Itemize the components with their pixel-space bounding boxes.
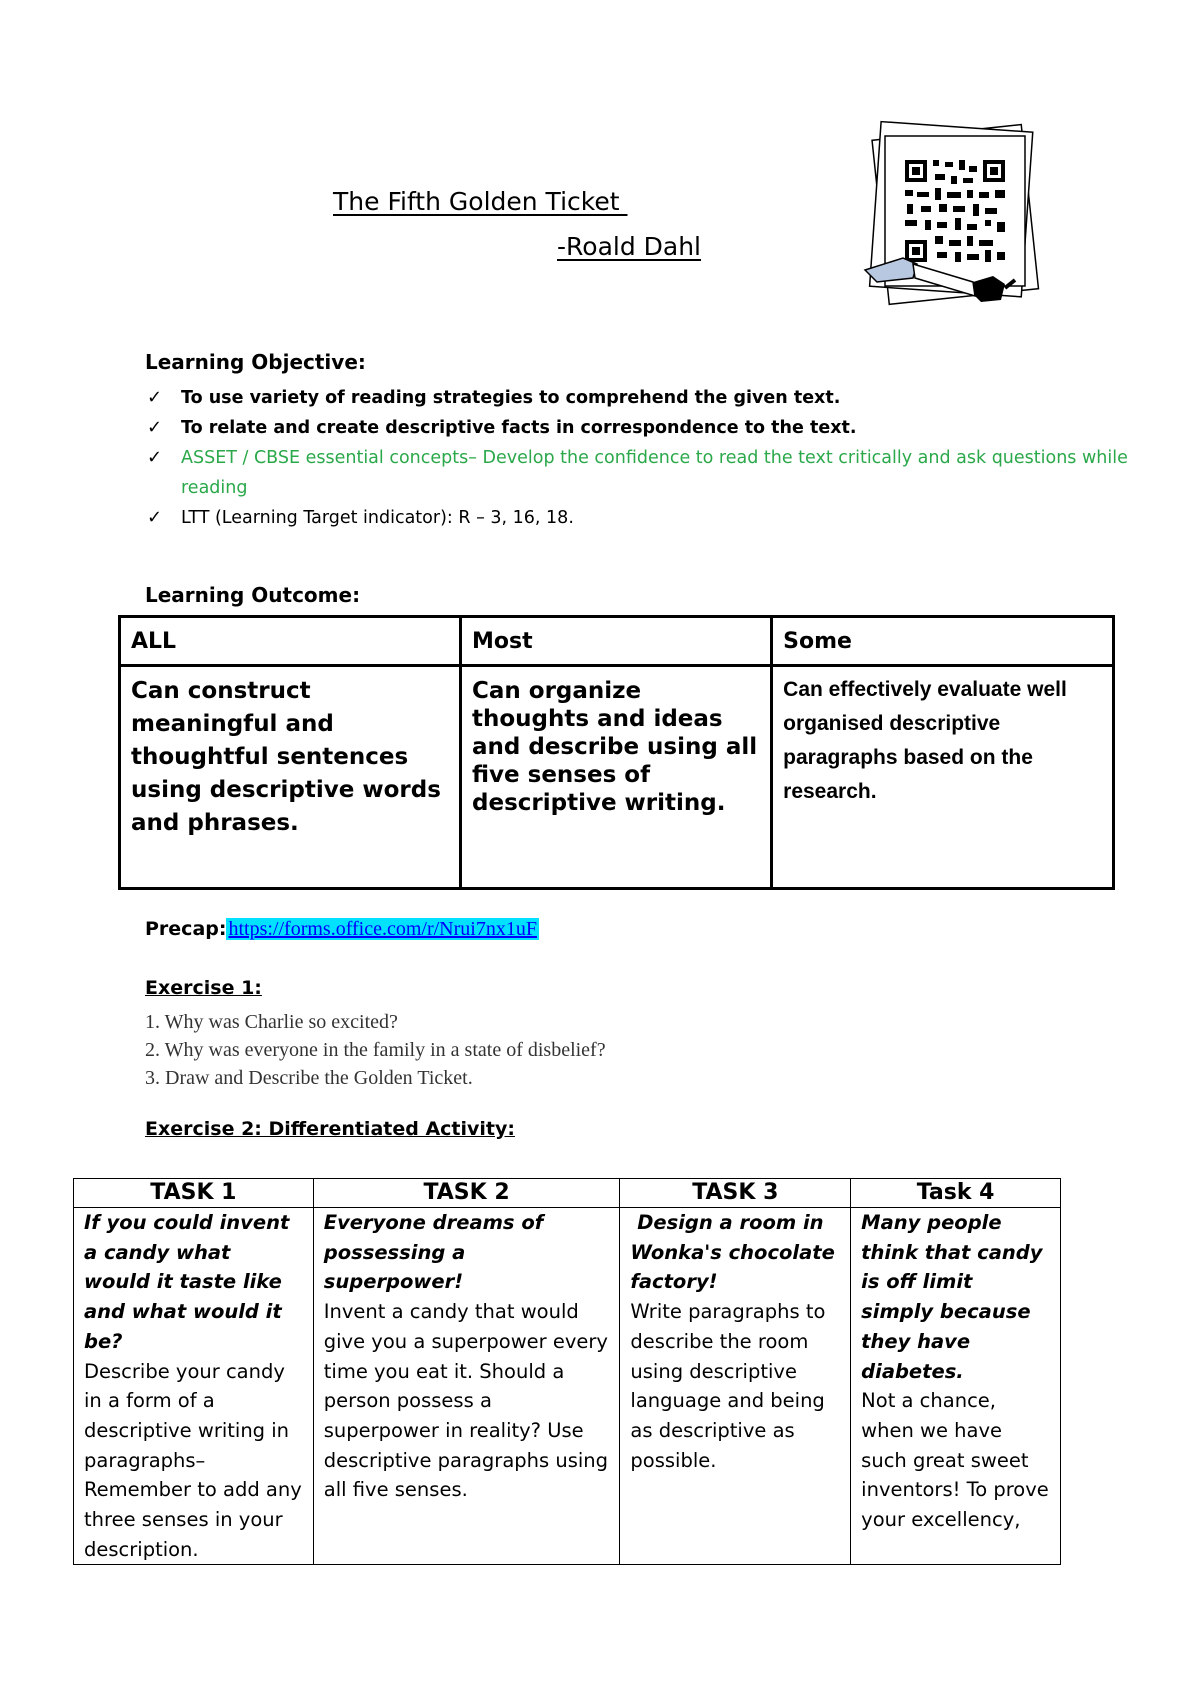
list-item: 1. Why was Charlie so excited? [145, 1011, 398, 1033]
task4-cell [851, 1208, 1061, 1565]
table-header-row [120, 617, 1114, 666]
task3-lead: Design a room in Wonka's chocolate factory! [630, 1211, 842, 1294]
outcome-all: Can construct meaningful and thoughtful sentences using descriptive words and phrases. [120, 666, 461, 889]
objective-item: ✓ To relate and create descriptive facts in correspondence to the text. [145, 413, 1145, 443]
exercise1-heading: Exercise 1: [145, 977, 262, 999]
tasks-table [73, 1178, 1061, 1565]
task1-body: Describe your candy in a form of a descriptive writing in paragraphs– Remember to add any three senses in your description. [84, 1359, 302, 1561]
task1-cell [74, 1208, 314, 1565]
tasks-header-row [74, 1179, 1061, 1208]
objective-item-asset: ✓ ASSET / CBSE essential concepts– Develop the confidence to read the text critically and ask questions while reading [145, 443, 1145, 503]
page-author: -Roald Dahl [557, 232, 702, 261]
task1-lead: If you could invent a candy what would it taste like and what would it be? [84, 1211, 290, 1353]
outcome-some: Can effectively evaluate well organised descriptive paragraphs based on the research. [772, 666, 1114, 889]
qr-code-image [855, 112, 1055, 312]
list-item: 3. Draw and Describe the Golden Ticket. [145, 1067, 473, 1089]
list-item: 2. Why was everyone in the family in a state of disbelief? [145, 1039, 606, 1061]
header-most: Most [461, 617, 772, 666]
precap [145, 918, 539, 941]
precap-link[interactable]: https://forms.office.com/r/Nrui7nx1uF [228, 918, 537, 940]
task3-body: Write paragraphs to describe the room using descriptive language and being as descriptive as possible. [630, 1300, 826, 1472]
task3-cell [620, 1208, 851, 1565]
header-some: Some [772, 617, 1114, 666]
outcome-most: Can organize thoughts and ideas and describe using all five senses of descriptive writing. [461, 666, 772, 889]
header-all: ALL [120, 617, 461, 666]
precap-label: Precap: [145, 918, 227, 940]
learning-objective-list [145, 383, 1145, 533]
tasks-body-row [74, 1208, 1061, 1565]
task1-header: TASK 1 [74, 1179, 314, 1208]
exercise1-list [145, 1008, 606, 1092]
exercise2-heading: Exercise 2: Differentiated Activity: [145, 1118, 515, 1140]
task2-lead: Everyone dreams of possessing a superpower! [323, 1211, 544, 1294]
task2-body: Invent a candy that would give you a superpower every time you eat it. Should a person possess a superpower in reality? Use descriptive paragraphs using all five senses. [323, 1300, 609, 1502]
task3-header: TASK 3 [620, 1179, 851, 1208]
check-icon: ✓ [147, 417, 163, 438]
task4-header: Task 4 [851, 1179, 1061, 1208]
task4-body: Not a chance, when we have such great sweet inventors! To prove your excellency, [861, 1389, 1049, 1532]
task2-header: TASK 2 [313, 1179, 620, 1208]
learning-objective-label: Learning Objective: [145, 350, 366, 374]
check-icon: ✓ [147, 447, 163, 468]
check-icon: ✓ [147, 507, 163, 528]
learning-outcome-label: Learning Outcome: [145, 583, 361, 607]
table-row [120, 666, 1114, 889]
task4-lead: Many people think that candy is off limit simply because they have diabetes. [861, 1211, 1043, 1383]
page-title: The Fifth Golden Ticket [333, 187, 628, 216]
learning-outcome-table [118, 615, 1115, 890]
task2-cell [313, 1208, 620, 1565]
objective-item: ✓ To use variety of reading strategies to comprehend the given text. [145, 383, 1145, 413]
check-icon: ✓ [147, 387, 163, 408]
objective-item-ltt: ✓ LTT (Learning Target indicator): R – 3, 16, 18. [145, 503, 1145, 533]
